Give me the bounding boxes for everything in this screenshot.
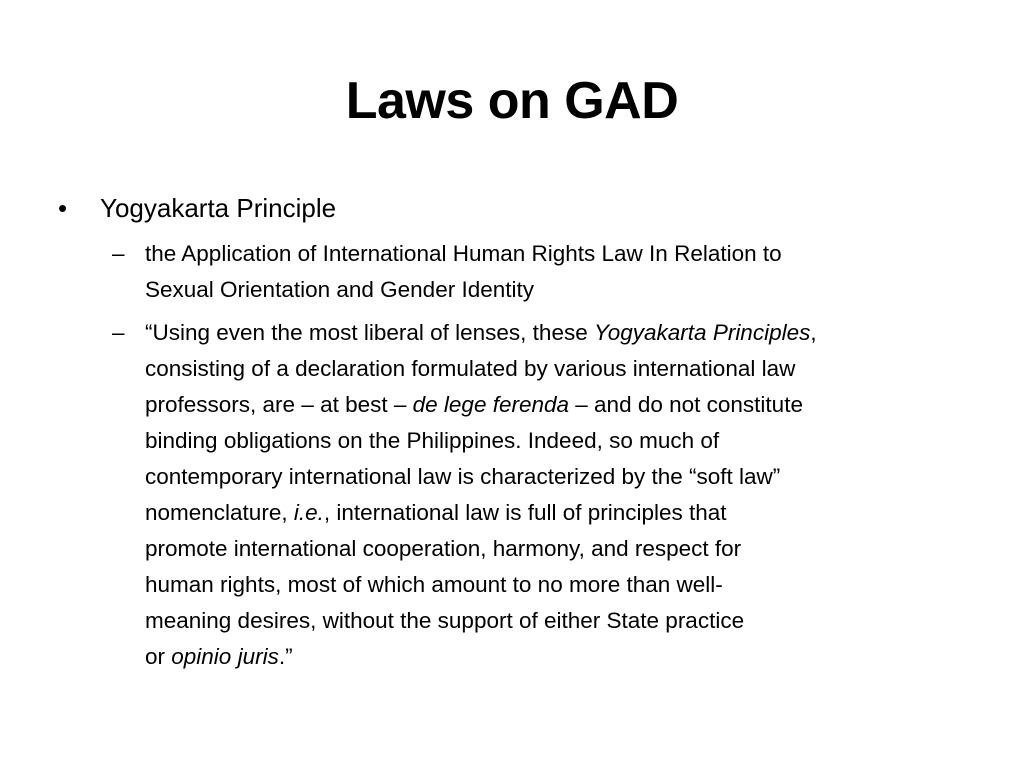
text-line: contemporary international law is characterized by the “soft law” bbox=[145, 464, 781, 489]
sub-bullet-application bbox=[112, 236, 972, 308]
slide-title: Laws on GAD bbox=[345, 72, 679, 130]
italic-run: opinio juris bbox=[171, 644, 279, 669]
text-line bbox=[145, 387, 972, 423]
bullet-marker: • bbox=[58, 193, 68, 223]
italic-run: de lege ferenda bbox=[412, 392, 570, 417]
text-run: – and do not constitute bbox=[569, 392, 803, 417]
bullet-label: Yogyakarta Principle bbox=[100, 193, 337, 223]
italic-run: i.e. bbox=[293, 500, 324, 525]
text-line: binding obligations on the Philippines. Indeed, so much of bbox=[145, 428, 720, 453]
sub-bullet-quote bbox=[112, 315, 972, 675]
dash-marker: – bbox=[112, 320, 125, 345]
text-line: meaning desires, without the support of either State practice bbox=[145, 608, 745, 633]
text-line bbox=[145, 495, 972, 531]
sub-bullet-list bbox=[112, 236, 972, 682]
text-line: human rights, most of which amount to no more than well- bbox=[145, 572, 723, 597]
text-line: Sexual Orientation and Gender Identity bbox=[145, 277, 534, 302]
italic-run: Yogyakarta Principles bbox=[593, 320, 811, 345]
text-run: , international law is full of principles that bbox=[323, 500, 727, 525]
text-run: “Using even the most liberal of lenses, these bbox=[145, 320, 594, 345]
text-line: consisting of a declaration formulated by various international law bbox=[145, 356, 796, 381]
text-run: .” bbox=[278, 644, 293, 669]
bullet-yogyakarta-principle bbox=[58, 190, 978, 226]
text-run: , bbox=[810, 320, 817, 345]
dash-marker: – bbox=[112, 241, 125, 266]
text-line bbox=[145, 639, 972, 675]
quote-text bbox=[145, 315, 972, 675]
text-line: promote international cooperation, harmony, and respect for bbox=[145, 536, 742, 561]
text-run: professors, are – at best – bbox=[145, 392, 413, 417]
sub-bullet-text bbox=[145, 236, 972, 308]
text-run: or bbox=[145, 644, 172, 669]
text-run: nomenclature, bbox=[145, 500, 294, 525]
text-line bbox=[145, 315, 972, 351]
text-line: the Application of International Human Rights Law In Relation to bbox=[145, 241, 782, 266]
